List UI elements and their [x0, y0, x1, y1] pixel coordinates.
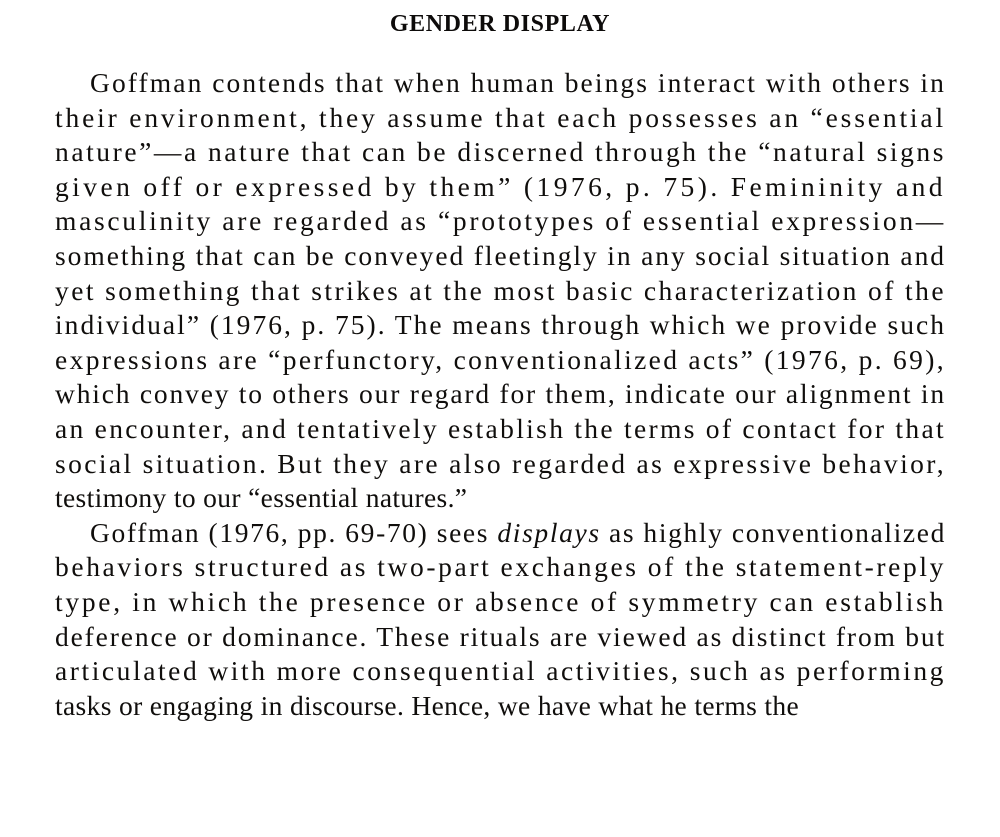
text-line-content: which convey to others our regard for them, indicate our alignment in [55, 378, 946, 410]
text-line [55, 170, 946, 205]
text-line [55, 481, 946, 516]
text-line-content: something that can be conveyed fleetingly in any social situation and [55, 239, 946, 271]
text-line [55, 654, 946, 689]
paragraph-2 [55, 516, 946, 724]
text-line [55, 550, 946, 585]
text-line-content: testimony to our “essential natures.” [55, 482, 468, 514]
text-line-content: nature”—a nature that can be discerned through the “natural signs [55, 136, 946, 168]
text-line [55, 308, 946, 343]
text-line-content: an encounter, and tentatively establish the terms of contact for that [55, 412, 946, 444]
text-line [55, 412, 946, 447]
text-line [55, 135, 946, 170]
text-line [55, 377, 946, 412]
text-line [55, 689, 946, 724]
text-line-content: social situation. But they are also regarded as expressive behavior, [55, 447, 946, 479]
text-line-content: type, in which the presence or absence of symmetry can establish [55, 585, 946, 617]
text-line-content: tasks or engaging in discourse. Hence, we have what he terms the [55, 689, 800, 721]
running-head: GENDER DISPLAY [389, 11, 611, 37]
text-line-content: Goffman contends that when human beings interact with others in [90, 67, 946, 98]
text-line-content: expressions are “perfunctory, conventionalized acts” (1976, p. 69), [55, 343, 946, 375]
text-line [55, 101, 946, 136]
text-line [55, 204, 946, 239]
text-line-content: masculinity are regarded as “prototypes of essential expression— [55, 205, 946, 237]
italic-term: displays [497, 516, 601, 548]
text-line-content: behaviors structured as two-part exchanges of the statement-reply [55, 551, 946, 583]
text-run: as highly conventionalized [600, 516, 946, 548]
text-line [55, 274, 946, 309]
text-line [55, 585, 946, 620]
paragraph-1 [55, 66, 946, 516]
text-line [55, 343, 946, 378]
text-run: Goffman (1976, pp. 69-70) sees [90, 516, 498, 548]
text-line-content: their environment, they assume that each possesses an “essential [55, 101, 946, 133]
text-line-content: given off or expressed by them” (1976, p. 75). Femininity and [55, 170, 946, 202]
text-line-content: deference or dominance. These rituals are viewed as distinct from but [55, 620, 946, 652]
body-text-block [55, 66, 946, 723]
text-line-content: articulated with more consequential activities, such as performing [55, 655, 946, 687]
text-line-content [90, 516, 946, 551]
text-line-content: individual” (1976, p. 75). The means through which we provide such [55, 309, 946, 341]
text-line [55, 239, 946, 274]
text-line [55, 447, 946, 482]
text-line-content: yet something that strikes at the most basic characterization of the [55, 274, 946, 306]
text-line [55, 516, 946, 551]
text-line [55, 620, 946, 655]
text-line [55, 66, 946, 101]
